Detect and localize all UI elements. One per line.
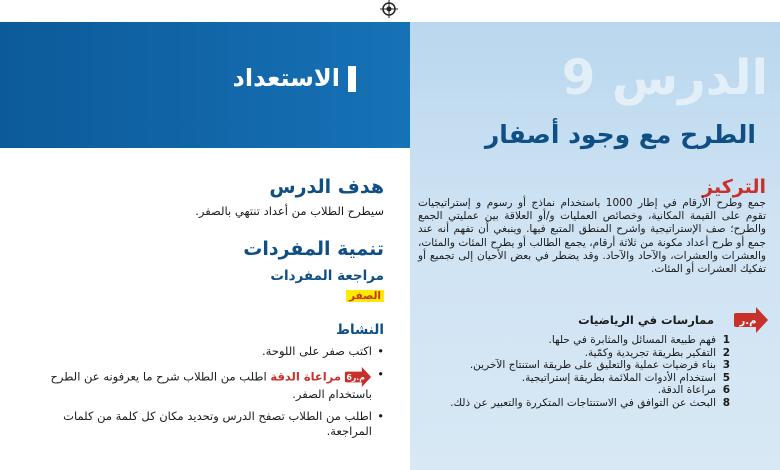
focus-heading: التركيز <box>702 176 766 198</box>
practice-badge-label: م.ر <box>739 316 757 327</box>
practices-list <box>430 334 730 409</box>
vocab-heading: تنمية المفردات <box>243 238 384 260</box>
practices-title: ممارسات في الرياضيات <box>578 313 714 327</box>
list-item: 3 بناء فرضيات عملية والتعليق على طريقة استنتاج الآخرين. <box>469 359 730 371</box>
list-item: 2 التفكير بطريقة تجريدية وكمّية. <box>584 346 730 359</box>
vocab-word-highlight: الصفر <box>346 290 384 302</box>
practice-badge-icon <box>344 367 372 387</box>
activity-list <box>24 344 384 446</box>
activity-heading: النشاط <box>335 322 384 338</box>
list-item: • اطلب من الطلاب تصفح الدرس وتحديد مكان كل كلمة من كلمات المراجعة. <box>24 409 384 438</box>
list-item: 1 فهم طبيعة المسائل والمثابرة في حلها. <box>548 334 730 346</box>
lesson-number-title: الدرس 9 <box>561 50 768 106</box>
practice-badge-icon <box>734 307 768 333</box>
goal-body: سيطرح الطلاب من أعداد تنتهي بالصفر. <box>195 204 384 218</box>
prep-title: الاستعداد <box>232 64 340 92</box>
vocab-review-heading: مراجعة المفردات <box>270 268 384 284</box>
goal-heading: هدف الدرس <box>269 176 384 198</box>
lesson-subtitle: الطرح مع وجود أصفار <box>484 120 756 149</box>
svg-text:م.ر6: • م.ر6 <box>346 372 365 382</box>
list-item: • م.ر6 مراعاة الدقة اطلب من الطلاب شرح ما يعرفونه عن الطرح باستخدام الصفر. <box>24 367 384 402</box>
list-item: • اكتب صفر على اللوحة. <box>24 344 384 359</box>
list-item: 8 البحث عن التوافق في الاستنتاجات المتكررة والتعبير عن ذلك. <box>450 396 730 409</box>
focus-body: جمع وطرح الأرقام في إطار 1000 باستخدام نماذج أو رسوم و إستراتيجيات تقوم على القيمة المكانية، وخصائص العمليات و/أو العلاقة بين عمليتي الجمع والطرح؛ صف الإستراتيجية واشرح المنطق المتبع فيها. وينبغي أن تفهم أنه عند جمع أو طرح أعداد مكونة من ثلاثة أرقام، يجمع الطالب أو يطرح المئات والمئات، والعشرات والعشرات، والآحاد والآحاد. وقد يضطر في بعض الأحيان إلى تجميع أو تفكيك العشرات أو المئات. <box>418 197 766 276</box>
prep-title-bar <box>348 66 356 92</box>
registration-target-icon <box>380 0 398 18</box>
list-item: 5 استخدام الأدوات الملائمة بطريقة إستراتيجية. <box>521 371 730 384</box>
precision-label: مراعاة الدقة <box>270 369 341 383</box>
list-item: 6 مراعاة الدقة. <box>657 384 730 396</box>
